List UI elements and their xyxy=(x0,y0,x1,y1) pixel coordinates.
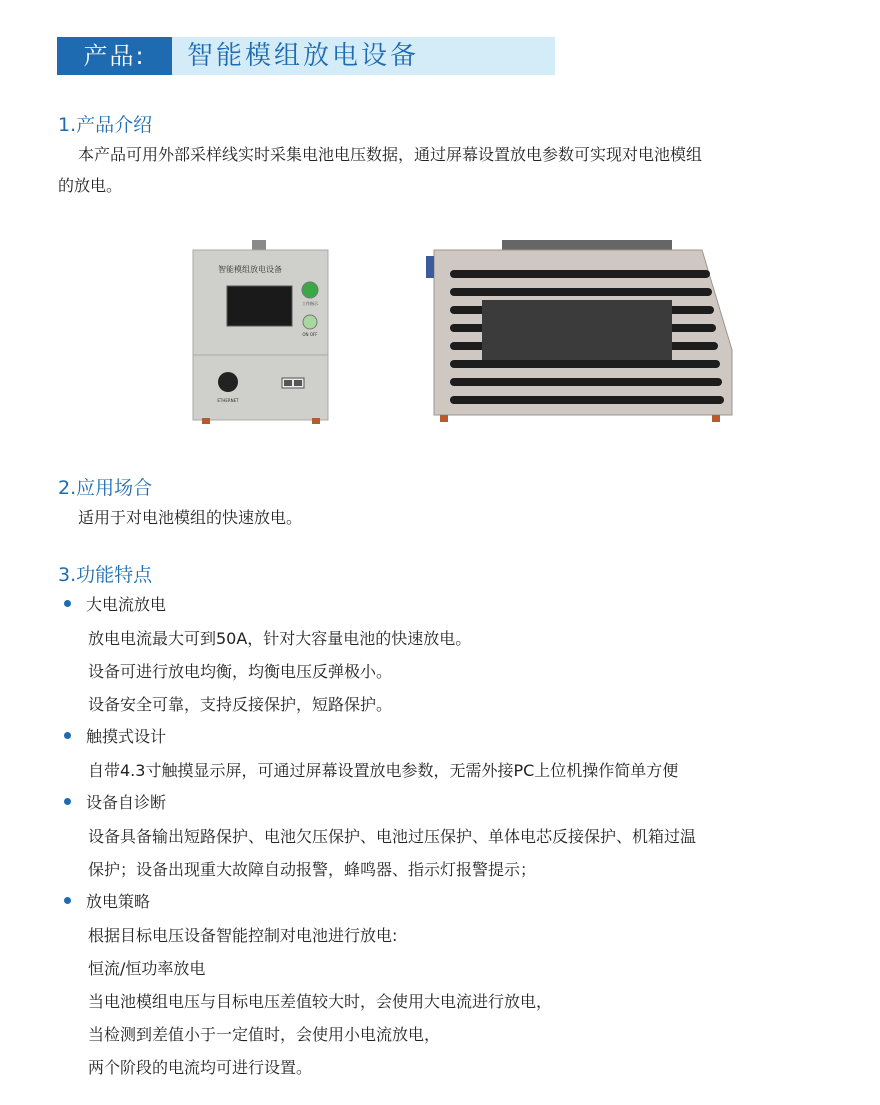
feature-line: 设备具备输出短路保护、电池欠压保护、电池过压保护、单体电芯反接保护、机箱过温 xyxy=(88,827,697,846)
panel-title: 智能模组放电设备 xyxy=(218,265,282,274)
feature-heading: 大电流放电 xyxy=(64,593,166,617)
switch-label: ON OFF xyxy=(302,332,318,337)
section-title-intro: 1.产品介绍 xyxy=(58,114,153,136)
feature-line: 保护；设备出现重大故障自动报警，蜂鸣器、指示灯报警提示； xyxy=(88,860,537,879)
feature-heading: 触摸式设计 xyxy=(64,725,166,749)
title-banner xyxy=(57,37,555,75)
feature-heading: 设备自诊断 xyxy=(64,791,166,815)
intro-text-line2: 的放电。 xyxy=(58,176,123,195)
section-title-application: 2.应用场合 xyxy=(58,477,153,499)
bullet-dot xyxy=(64,798,71,805)
feature-line: 两个阶段的电流均可进行设置。 xyxy=(88,1058,313,1077)
feature-line: 设备安全可靠，支持反接保护，短路保护。 xyxy=(88,695,393,714)
feature-line: 设备可进行放电均衡，均衡电压反弹极小。 xyxy=(88,662,393,681)
product-images xyxy=(190,240,750,425)
device-side-view xyxy=(426,240,732,422)
product-photo xyxy=(190,240,750,425)
feature-heading: 放电策略 xyxy=(64,890,150,914)
bullet-dot xyxy=(64,600,71,607)
feature-line: 自带4.3寸触摸显示屏，可通过屏幕设置放电参数，无需外接PC上位机操作简单方便 xyxy=(88,761,679,780)
indicator-label: 工作指示 xyxy=(302,301,318,306)
device-front-view xyxy=(193,240,328,424)
bullet-dot xyxy=(64,732,71,739)
section-title-features: 3.功能特点 xyxy=(58,564,153,586)
product-name: 智能模组放电设备 xyxy=(187,41,420,71)
banner-label: 产品: xyxy=(57,37,172,75)
port-label: ETHERNET xyxy=(217,398,239,403)
application-text: 适用于对电池模组的快速放电。 xyxy=(78,508,303,527)
feature-line: 恒流/恒功率放电 xyxy=(88,959,206,978)
feature-line: 当电池模组电压与目标电压差值较大时，会使用大电流进行放电， xyxy=(88,992,553,1011)
feature-line: 根据目标电压设备智能控制对电池进行放电: xyxy=(88,926,398,945)
intro-text-line1: 本产品可用外部采样线实时采集电池电压数据，通过屏幕设置放电参数可实现对电池模组 xyxy=(78,145,703,164)
feature-line: 当检测到差值小于一定值时，会使用小电流放电， xyxy=(88,1025,441,1044)
feature-line: 放电电流最大可到50A，针对大容量电池的快速放电。 xyxy=(88,629,472,648)
bullet-dot xyxy=(64,897,71,904)
